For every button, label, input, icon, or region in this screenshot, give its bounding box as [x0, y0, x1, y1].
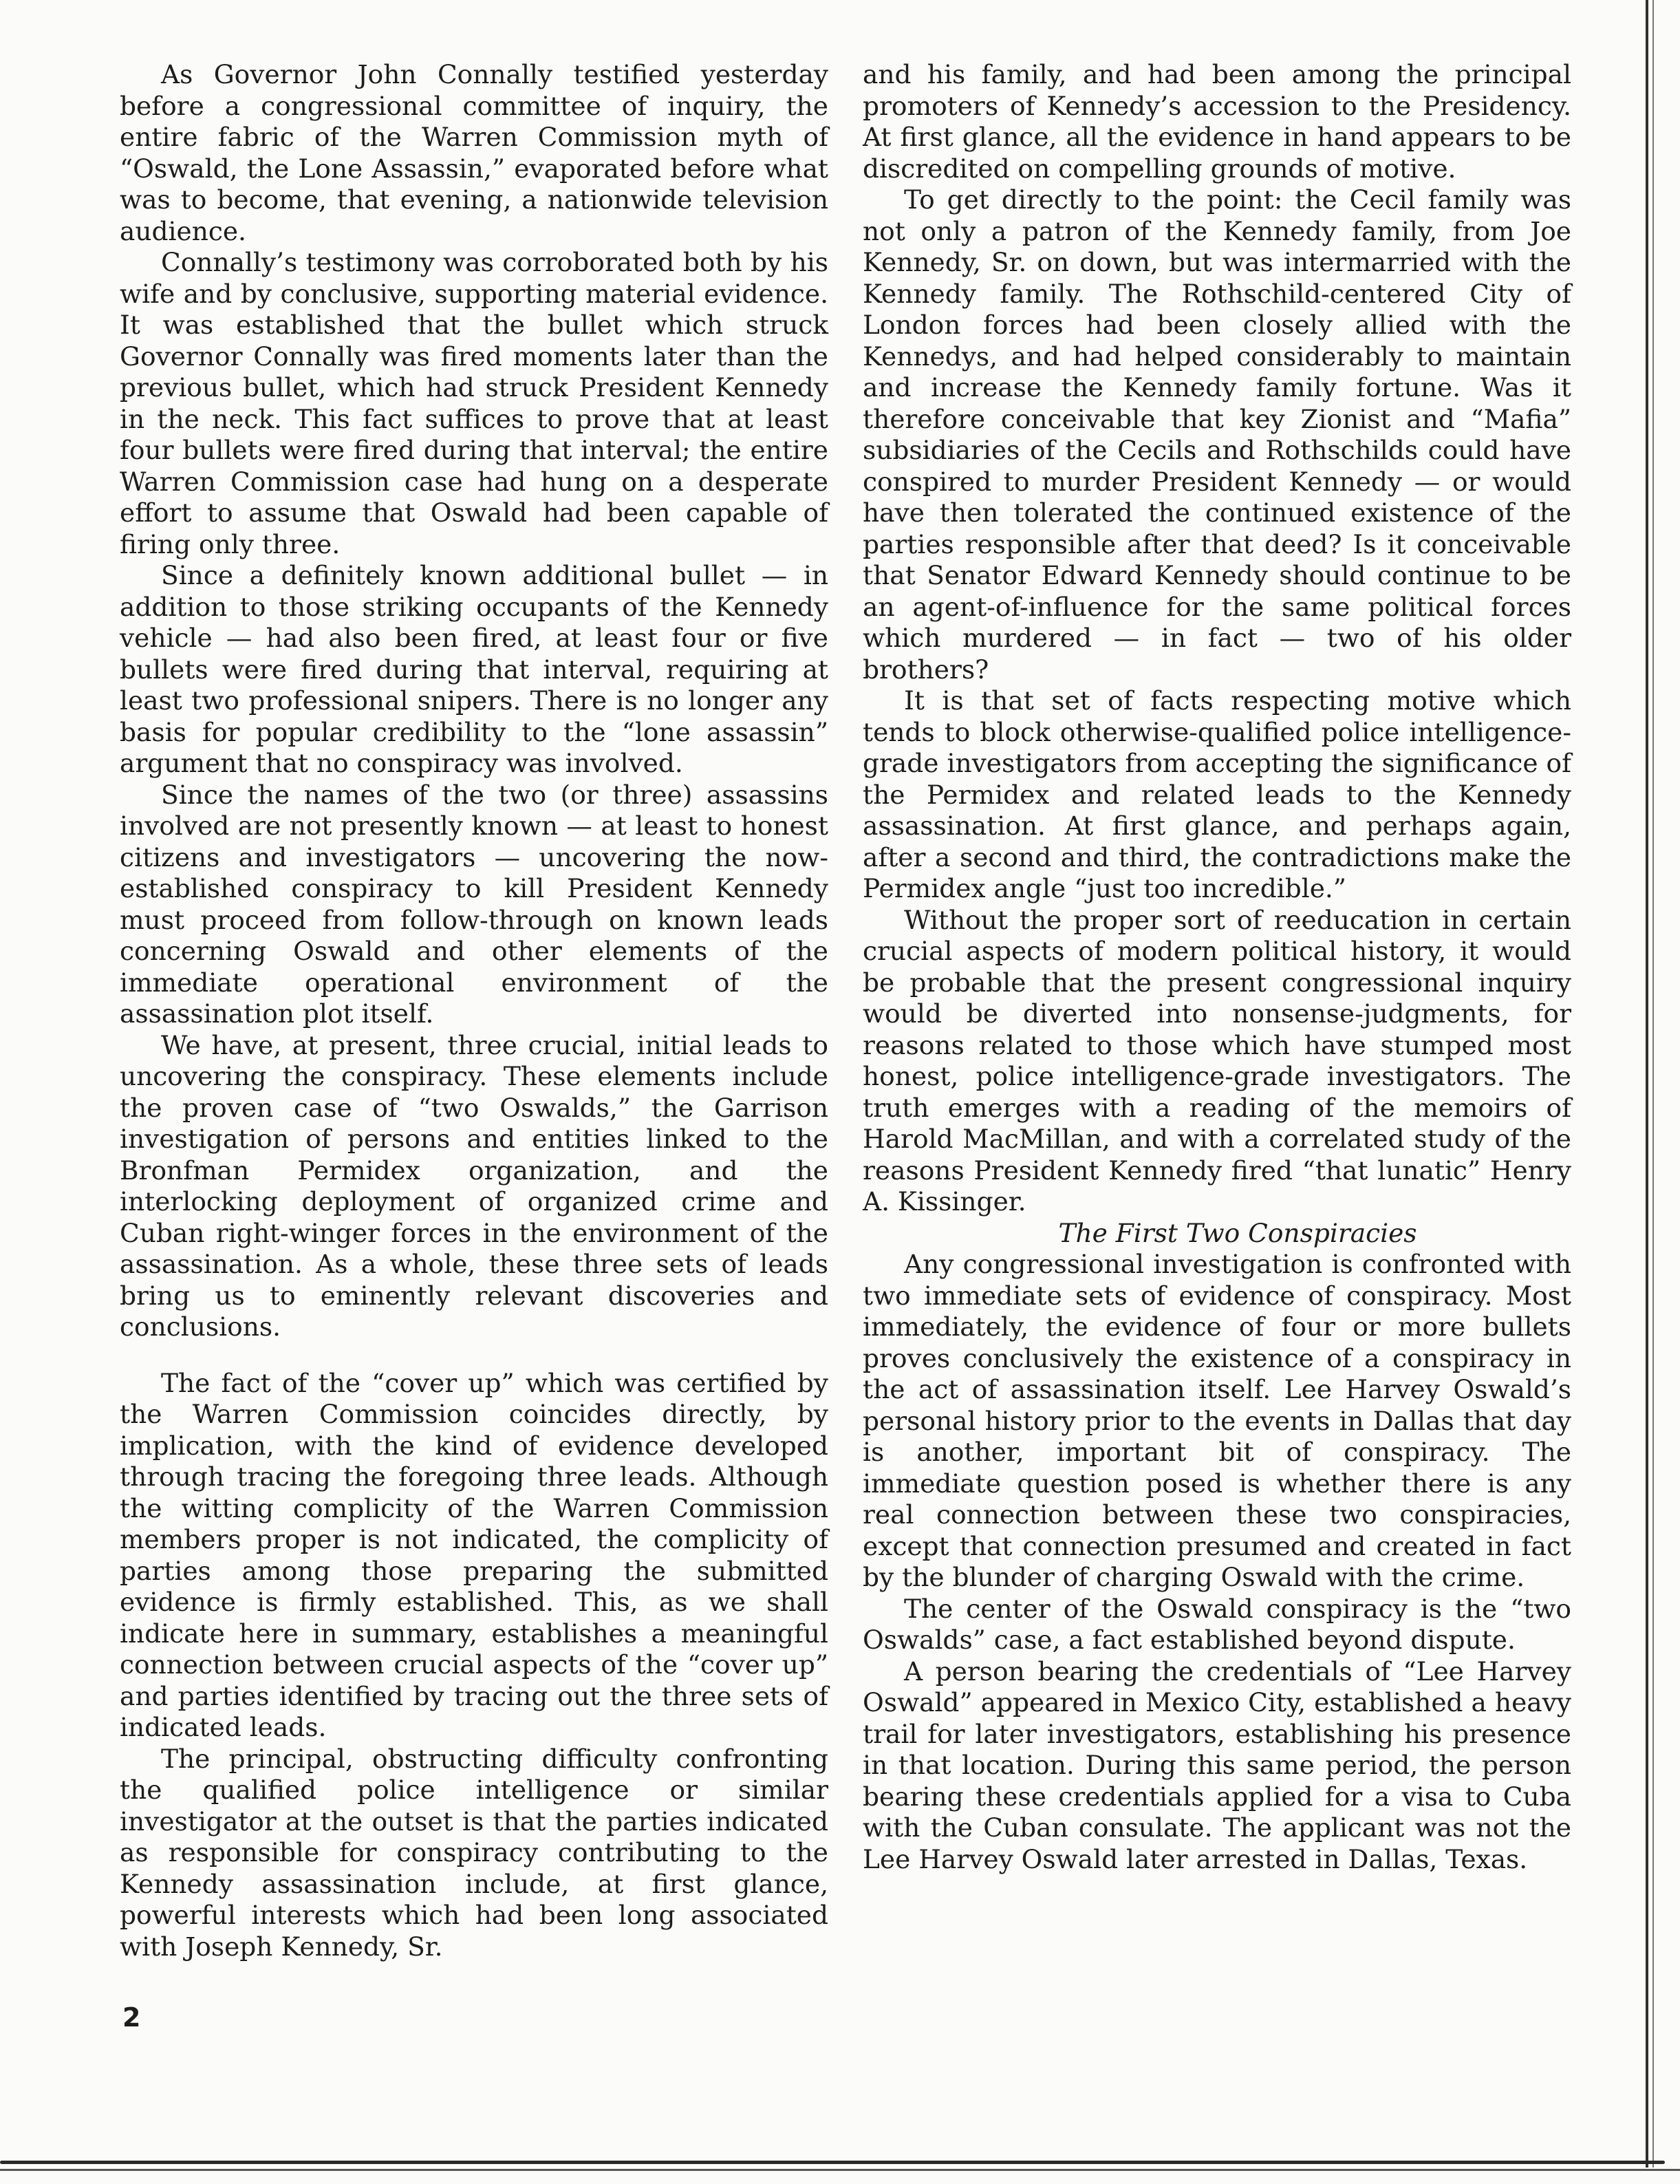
paragraph: The principal, obstructing difficulty confronting the qualified police intelligence or similar investigator at the outset is that the parties indicated as responsible for conspiracy contributing to the Kennedy assassination include, at first glance, powerful interests which had been long associated with Joseph Kennedy, Sr.	[120, 1743, 828, 1962]
article-column-right	[863, 59, 1571, 1875]
section-subheading: The First Two Conspiracies	[1058, 1217, 1417, 1248]
page-number: 2	[122, 2002, 141, 2033]
paragraph: To get directly to the point: the Cecil family was not only a patron of the Kennedy family, from Joe Kennedy, Sr. on down, but was intermarried with the Kennedy family. The Rothschild-centered City of London forces had been closely allied with the Kennedys, and had helped considerably to maintain and increase the Kennedy family fortune. Was it therefore conceivable that key Zionist and “Mafia” subsidiaries of the Cecils and Rothschilds could have conspired to murder President Kennedy — or would have then tolerated the continued existence of the parties responsible after that deed? Is it conceivable that Senator Edward Kennedy should continue to be an agent-of-influence for the same political forces which murdered — in fact — two of his older brothers?	[863, 184, 1571, 685]
page-bottom-line	[0, 2169, 1680, 2171]
paragraph: We have, at present, three crucial, initial leads to uncovering the conspiracy. These elements include the proven case of “two Oswalds,” the Garrison investigation of persons and entities linked to the Bronfman Permidex organization, and the interlocking deployment of organized crime and Cuban right-winger forces in the environment of the assassination. As a whole, these three sets of leads bring us to eminently relevant discoveries and conclusions.	[120, 1029, 828, 1342]
paragraph: Since the names of the two (or three) assassins involved are not presently known — at least to honest citizens and investigators — uncovering the now-established conspiracy to kill President Kennedy must proceed from follow-through on known leads concerning Oswald and other elements of the immediate operational environment of the assassination plot itself.	[120, 779, 828, 1029]
article-column-left	[120, 59, 828, 1962]
paragraph: Without the proper sort of reeducation in certain crucial aspects of modern political history, it would be probable that the present congressional inquiry would be diverted into nonsense-judgments, for reasons related to those which have stumped most honest, police intelligence-grade investigators. The truth emerges with a reading of the memoirs of Harold MacMillan, and with a correlated study of the reasons President Kennedy fired “that lunatic” Henry A. Kissinger.	[863, 904, 1571, 1217]
page-edge-line	[1652, 0, 1654, 2167]
paragraph-continued: and his family, and had been among the principal promoters of Kennedy’s accession to the Presidency. At first glance, all the evidence in hand appears to be discredited on compelling grounds of motive.	[863, 59, 1571, 184]
paragraph: A person bearing the credentials of “Lee Harvey Oswald” appeared in Mexico City, established a heavy trail for later investigators, establishing his presence in that location. During this same period, the person bearing these credentials applied for a visa to Cuba with the Cuban consulate. The applicant was not the Lee Harvey Oswald later arrested in Dallas, Texas.	[863, 1656, 1571, 1874]
paragraph: The fact of the “cover up” which was certified by the Warren Commission coincides directly, by implication, with the kind of evidence developed through tracing the foregoing three leads. Although the witting complicity of the Warren Commission members proper is not indicated, the complicity of parties among those preparing the submitted evidence is firmly established. This, as we shall indicate here in summary, establishes a meaningful connection between crucial aspects of the “cover up” and parties identified by tracing out the three sets of indicated leads.	[120, 1367, 828, 1742]
paragraph: Since a definitely known additional bullet — in addition to those striking occupants of the Kennedy vehicle — had also been fired, at least four or five bullets were fired during that interval, requiring at least two professional snipers. There is no longer any basis for popular credibility to the “lone assassin” argument that no conspiracy was involved.	[120, 560, 828, 778]
page-bottom-line	[0, 2161, 1665, 2164]
paragraph: It is that set of facts respecting motive which tends to block otherwise-qualified police intelligence-grade investigators from accepting the significance of the Permidex and related leads to the Kennedy assassination. At first glance, and perhaps again, after a second and third, the contradictions make the Permidex angle “just too incredible.”	[863, 685, 1571, 903]
paragraph: Connally’s testimony was corroborated both by his wife and by conclusive, supporting material evidence. It was established that the bullet which struck Governor Connally was fired moments later than the previous bullet, which had struck President Kennedy in the neck. This fact suffices to prove that at least four bullets were fired during that interval; the entire Warren Commission case had hung on a desperate effort to assume that Oswald had been capable of firing only three.	[120, 247, 828, 559]
page-edge-line	[1646, 0, 1648, 2167]
paragraph: As Governor John Connally testified yesterday before a congressional committee of inquiry, the entire fabric of the Warren Commission myth of “Oswald, the Lone Assassin,” evaporated before what was to become, that evening, a nationwide television audience.	[120, 59, 828, 246]
paragraph: Any congressional investigation is confronted with two immediate sets of evidence of conspiracy. Most immediately, the evidence of four or more bullets proves conclusively the existence of a conspiracy in the act of assassination itself. Lee Harvey Oswald’s personal history prior to the events in Dallas that day is another, important bit of conspiracy. The immediate question posed is whether there is any real connection between these two conspiracies, except that connection presumed and created in fact by the blunder of charging Oswald with the crime.	[863, 1249, 1571, 1592]
paragraph: The center of the Oswald conspiracy is the “two Oswalds” case, a fact established beyond dispute.	[863, 1593, 1571, 1655]
